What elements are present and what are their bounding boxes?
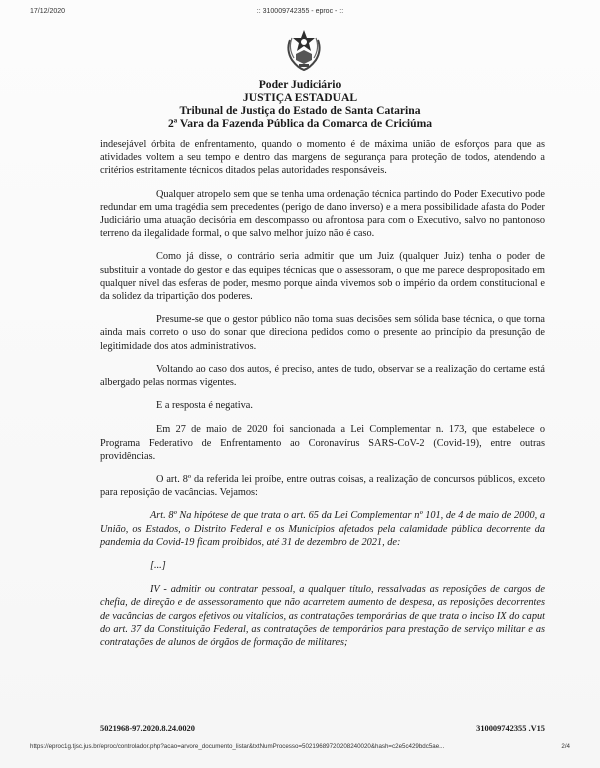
header-line-judiciary: Poder Judiciário <box>258 78 342 91</box>
court-header <box>80 78 520 130</box>
santa-catarina-coat-of-arms-icon <box>282 26 326 72</box>
print-date: 17/12/2020 <box>30 8 66 15</box>
paragraph: O art. 8º da referida lei proíbe, entre outras coisas, a realização de concursos públicos, exceto para reposição de vacâncias. Vejamos: <box>100 474 545 499</box>
quoted-law-item: IV - admitir ou contratar pessoal, a qualquer título, ressalvadas as reposições de cargos de chefia, de direção e de assessoramento que não acarretem aumento de despesa, as reposições decorrentes de vacâncias de cargos efetivos ou vitalícios, as contratações temporárias de que trata o inciso IX do caput do art. 37 da Constituição Federal, as contratações de temporários para prestação de serviço militar e as contratações de alunos de órgãos de formação de militares; <box>100 584 545 649</box>
document-code: 310009742355 .V15 <box>476 724 545 733</box>
header-line-justice: JUSTIÇA ESTADUAL <box>242 91 358 104</box>
page-number: 2/4 <box>561 743 570 750</box>
print-doc-title: :: 310009742355 - eproc - :: <box>256 8 344 15</box>
quoted-law-article: Art. 8º Na hipótese de que trata o art. 65 da Lei Complementar nº 101, de 4 de maio de 2000, a União, os Estados, o Distrito Federal e os Municípios afetados pela calamidade pública decorrente da pandemia da Covid-19 ficam proibidos, até 31 de dezembro de 2021, de: <box>100 510 545 548</box>
header-line-tribunal: Tribunal de Justiça do Estado de Santa Catarina <box>179 104 421 117</box>
paragraph: E a resposta é negativa. <box>156 400 253 412</box>
paragraph: Como já disse, o contrário seria admitir que um Juiz (qualquer Juiz) tenha o poder de substituir a vontade do gestor e das equipes técnicas que o assessoram, o que me parece despropositado em qualquer nível das esferas de poder, mesmo porque ainda vivemos sob o império da ordem constitucional e da solidez da tripartição dos poderes. <box>100 251 545 303</box>
document-body <box>100 138 545 659</box>
print-url: https://eproc1g.tjsc.jus.br/eproc/controlador.php?acao=arvore_documento_listar&txtNumProcesso=50219689720208240020&hash=c2e5c429bdc5ae... <box>30 743 445 750</box>
header-line-court-division: 2ª Vara da Fazenda Pública da Comarca de Criciúma <box>167 117 433 130</box>
paragraph: Qualquer atropelo sem que se tenha uma ordenação técnica partindo do Poder Executivo pode redundar em uma tragédia sem precedentes (perigo de dano inverso) e a mera possibilidade afasta do Poder Judiciário uma atuação decisória em descompasso ou afrontosa para com o Executivo, salvo no pantonoso terreno da ilegalidade formal, o que salvo melhor juízo não é caso. <box>100 188 545 240</box>
quoted-ellipsis: [...] <box>150 560 166 572</box>
paragraph: Presume-se que o gestor público não toma suas decisões sem sólida base técnica, o que torna ainda mais correto o uso do sonar que direciona pedidos como o presente ao princípio da presunção de legitimidade dos atos administrativos. <box>100 314 545 352</box>
paragraph: indesejável órbita de enfrentamento, quando o momento é de máxima união de esforços para que as atividades voltem a seu tempo e dentro das margens de segurança para proteção de todos, atendendo a critérios estritamente técnicos ditados pelas autoridades responsáveis. <box>100 139 545 177</box>
paragraph: Voltando ao caso dos autos, é preciso, antes de tudo, observar se a realização do certame está albergado pelas normas vigentes. <box>100 363 545 389</box>
process-number: 5021968-97.2020.8.24.0020 <box>100 724 195 733</box>
paragraph: Em 27 de maio de 2020 foi sancionada a Lei Complementar n. 173, que estabelece o Programa Federativo de Enfrentamento ao Coronavírus SARS-CoV-2 (Covid-19), entre outras providências. <box>100 424 545 462</box>
